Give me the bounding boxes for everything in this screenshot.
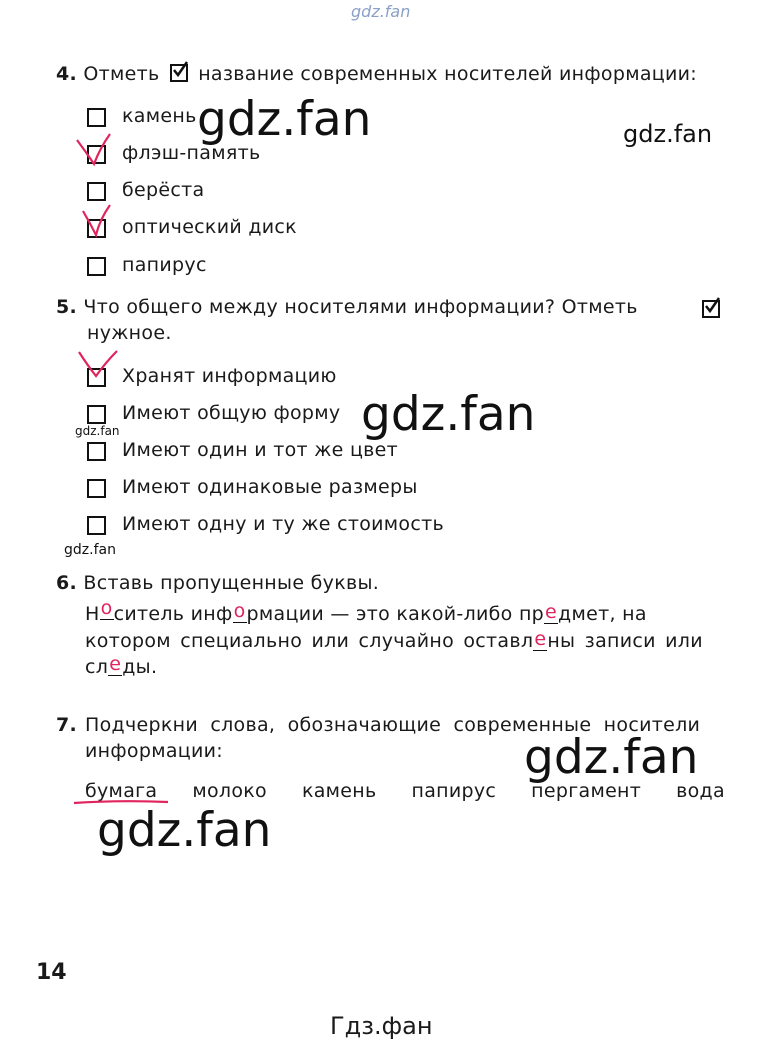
checkmark-sample-icon: [170, 64, 188, 82]
word-option[interactable]: вода: [676, 780, 725, 802]
watermark: gdz.fan: [524, 730, 699, 785]
red-check-icon: [80, 203, 114, 241]
red-check-icon: [74, 130, 114, 170]
word-option[interactable]: молоко: [192, 780, 267, 802]
top-watermark: gdz.fan: [351, 2, 411, 21]
red-check-icon: [76, 348, 120, 380]
question-6-heading: [56, 572, 379, 594]
option-label: Хранят информацию: [122, 365, 337, 387]
question-6-line2: котором специально или случайно оставлены записи или: [85, 628, 703, 652]
word-list: [85, 780, 725, 802]
question-number: 7.: [56, 714, 78, 736]
page-number: 14: [36, 960, 67, 985]
watermark: gdz.fan: [64, 542, 116, 558]
watermark: gdz.fan: [361, 387, 536, 442]
option-label: Имеют одинаковые размеры: [122, 476, 418, 498]
question-text: Подчеркни слова, обозначающие современные носители: [85, 714, 701, 736]
watermark: gdz.fan: [623, 120, 713, 148]
checkbox-same-cost[interactable]: [87, 516, 106, 535]
word-option[interactable]: камень: [301, 780, 377, 802]
question-text: Вставь пропущенные буквы.: [83, 572, 380, 594]
checkmark-sample-icon: [702, 300, 720, 318]
checkbox-common-form[interactable]: [87, 405, 106, 424]
filled-letter: о: [233, 600, 246, 622]
question-5-line2: нужное.: [87, 322, 172, 344]
question-text-after: название современных носителей информации:: [198, 63, 698, 85]
sentence-part: Носитель информации — это какой-либо предмет, на: [85, 597, 647, 625]
option-label: Имеют один и тот же цвет: [122, 439, 399, 461]
word-option[interactable]: папирус: [411, 780, 497, 802]
question-7-line2: информации:: [85, 740, 224, 762]
question-6-line3: следы.: [85, 653, 158, 678]
word-option[interactable]: бумага: [85, 780, 158, 802]
checkbox-same-size[interactable]: [87, 479, 106, 498]
bottom-watermark: Гдз.фан: [330, 1012, 433, 1040]
filled-letter: е: [545, 601, 558, 623]
question-4-heading: [56, 63, 697, 85]
word-option[interactable]: пергамент: [531, 780, 642, 802]
filled-letter: о: [100, 597, 113, 619]
filled-letter: е: [534, 628, 547, 650]
checkbox-beresta[interactable]: [87, 182, 106, 201]
question-6-line1: [85, 597, 725, 626]
option-label: берёста: [122, 179, 205, 201]
question-text: Что общего между носителями информации? Отметь: [83, 296, 638, 318]
question-text-before: Отметь: [83, 63, 160, 85]
option-label: Имеют одну и ту же стоимость: [122, 513, 444, 535]
checkbox-same-color[interactable]: [87, 442, 106, 461]
question-number: 4.: [56, 63, 78, 85]
option-label: папирус: [122, 254, 207, 276]
option-label: флэш-память: [122, 142, 261, 164]
question-number: 5.: [56, 296, 78, 318]
checkbox-papyrus[interactable]: [87, 257, 106, 276]
question-5-line1: [56, 296, 724, 318]
option-label: камень: [122, 105, 197, 127]
question-number: 6.: [56, 572, 78, 594]
filled-letter: е: [109, 653, 122, 675]
watermark: gdz.fan: [197, 92, 372, 147]
checkbox-kamen[interactable]: [87, 108, 106, 127]
option-label: оптический диск: [122, 216, 297, 238]
watermark: gdz.fan: [97, 803, 272, 858]
watermark: gdz.fan: [75, 424, 120, 438]
option-label: Имеют общую форму: [122, 402, 341, 424]
